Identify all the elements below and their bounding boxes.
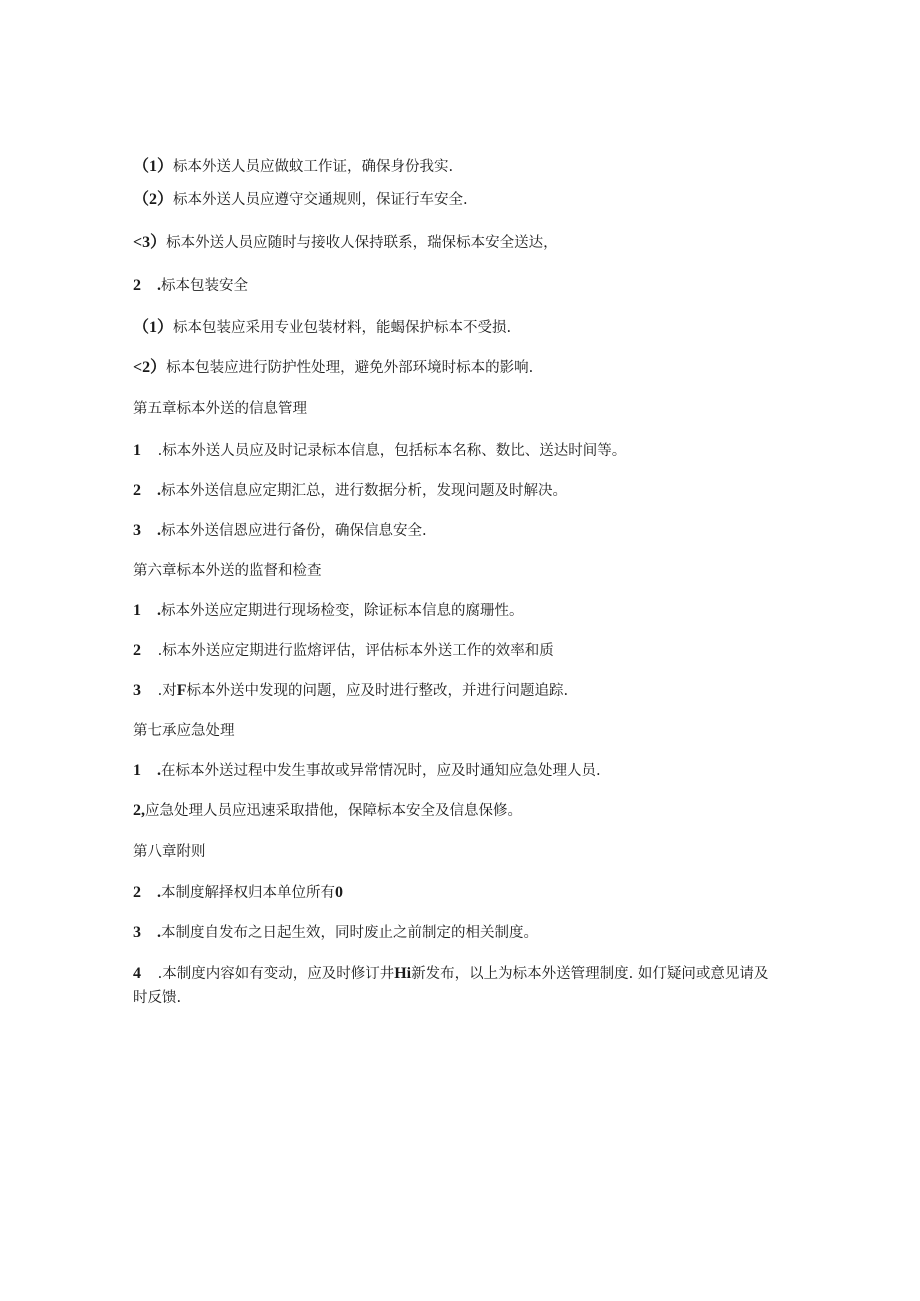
item-text-bold-end: 0 [335, 884, 343, 901]
chapter-heading [133, 842, 206, 862]
list-item [133, 441, 626, 461]
item-number: 2 [133, 642, 141, 659]
list-item [133, 233, 558, 253]
item-text: 标本外送信息应定期汇总，进行数据分析，发现问题及时解决。 [161, 483, 567, 499]
chapter-heading [133, 721, 235, 741]
chapter-heading [133, 399, 307, 419]
item-separator: . [153, 966, 163, 982]
item-text-lead: 本制度内容如有变动，应及时修订井 [162, 966, 395, 982]
list-item [133, 481, 567, 501]
item-number: 3 [133, 924, 141, 941]
chapter-title: 第八章附则 [133, 844, 206, 860]
item-text-lead: 对 [162, 683, 177, 699]
item-text: 标本外送中发现的问题，应及时进行整改，并进行问题追踪. [186, 683, 569, 699]
item-number: （2） [133, 191, 174, 208]
list-item [133, 190, 468, 210]
item-number: （1） [133, 158, 174, 175]
item-text: 标本外送人员应遵守交通规则，保证行车安全. [173, 192, 468, 208]
chapter-title: 第六章标本外送的监督和检查 [133, 563, 322, 579]
item-separator: . [153, 762, 161, 779]
item-separator: . [153, 277, 161, 294]
item-text: 标本包装安全 [161, 278, 248, 294]
item-number: 3 [133, 522, 141, 539]
item-number: 4 [133, 965, 141, 982]
list-item [133, 521, 427, 541]
item-number: 1 [133, 602, 141, 619]
item-number: <2） [133, 359, 167, 376]
item-text: 本制度解择权归本单位所有 [161, 885, 335, 901]
item-separator: . [153, 643, 163, 659]
list-item [133, 358, 533, 378]
list-item [133, 157, 453, 177]
item-separator: . [153, 924, 161, 941]
item-separator: . [153, 522, 161, 539]
item-text: 本制度自发布之日起生效，同时废止之前制定的相关制度。 [161, 925, 538, 941]
item-text: 标本外送人员应随时与接收人保持联系，瑞保标本安全送达， [166, 235, 558, 251]
item-number: 1 [133, 442, 141, 459]
list-item [133, 962, 773, 1010]
item-text: 标本外送应定期进行监熔评估，评估标本外送工作的效率和质 [162, 643, 554, 659]
item-number: 3 [133, 682, 141, 699]
item-number: <3） [133, 234, 167, 251]
item-number: 2 [133, 884, 141, 901]
item-separator: . [153, 443, 163, 459]
item-text-bold: F [176, 682, 187, 699]
chapter-heading [133, 561, 322, 581]
item-text: 应急处理人员应迅速采取措他，保障标本安全及信息保修。 [145, 803, 522, 819]
list-item [133, 601, 524, 621]
list-item [133, 641, 554, 661]
item-separator: . [153, 482, 161, 499]
item-text-bold: Hi [394, 965, 412, 982]
item-number: （1） [133, 319, 174, 336]
chapter-title: 第七承应急处理 [133, 723, 235, 739]
item-text: 标本外送信恩应进行备份，确保信息安全. [161, 523, 427, 539]
item-number: 1 [133, 762, 141, 779]
item-text: 标本外送人员应及时记录标本信息，包括标本名称、数比、送达时间等。 [162, 443, 627, 459]
item-number: 2 [133, 277, 141, 294]
list-item [133, 761, 601, 781]
item-number: 2, [133, 802, 145, 819]
list-item [133, 883, 343, 903]
item-text: 标本包装应进行防护性处理，避免外部环境时标本的影响. [166, 360, 534, 376]
list-item [133, 801, 522, 821]
item-number: 2 [133, 482, 141, 499]
list-item [133, 681, 568, 701]
item-separator: . [153, 683, 163, 699]
item-text: 在标本外送过程中发生事故或异常情况时，应及时通知应急处理人员. [161, 763, 601, 779]
item-separator: . [153, 602, 161, 619]
item-text: 标本外送人员应做蚊工作证，确保身份我实. [173, 159, 454, 175]
item-text: 新发布，以上为标本外送管理制度. 如仃疑问或意见请及时反馈. [133, 966, 769, 1006]
item-text: 标本外送应定期进行现场检变，除证标本信息的腐珊性。 [161, 603, 524, 619]
chapter-title: 第五章标本外送的信息管理 [133, 401, 307, 417]
item-separator: . [153, 884, 161, 901]
list-item [133, 318, 511, 338]
item-text: 标本包装应采用专业包装材料，能蝎保护标本不受损. [173, 320, 512, 336]
section-heading [133, 276, 248, 296]
list-item [133, 923, 538, 943]
